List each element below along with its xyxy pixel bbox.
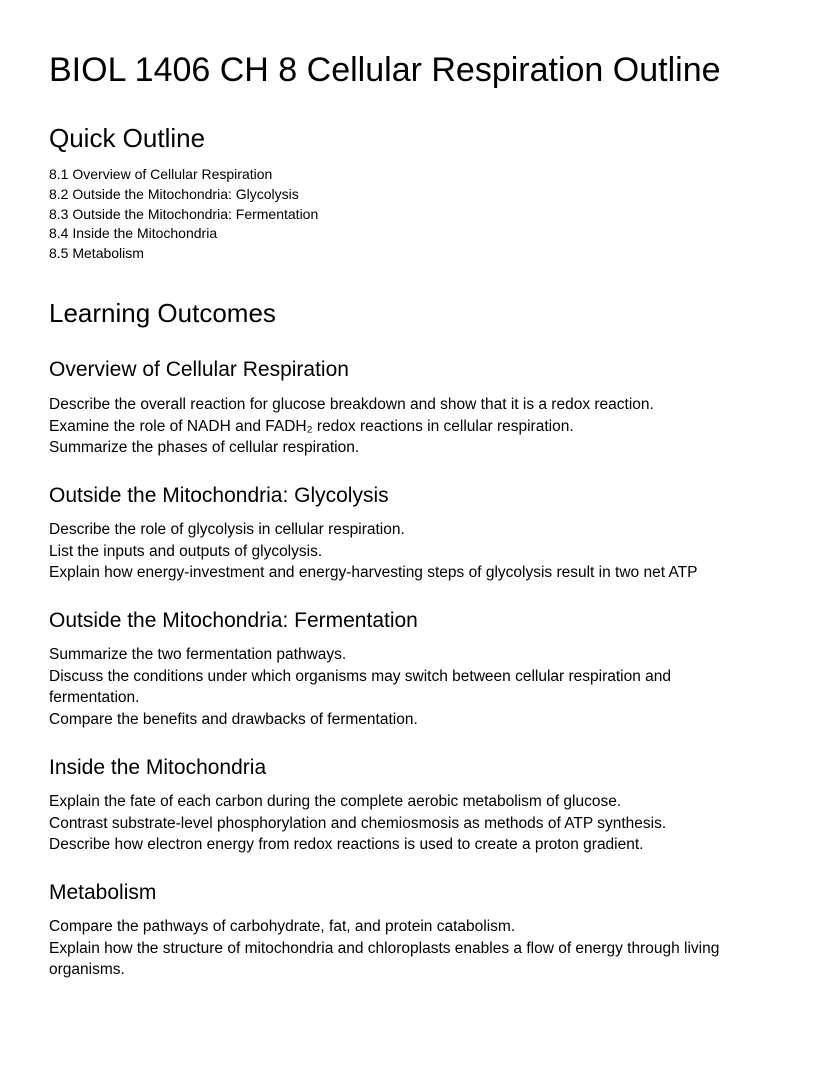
outline-item: 8.3 Outside the Mitochondria: Fermentation: [49, 205, 319, 222]
section-heading-glycolysis: Outside the Mitochondria: Glycolysis: [49, 484, 389, 507]
outline-item: 8.5 Metabolism: [49, 245, 144, 262]
outcome-item: List the inputs and outputs of glycolysis.: [49, 542, 323, 560]
outcome-item: Explain how the structure of mitochondria and chloroplasts enables a flow of energy through living organisms.: [49, 939, 720, 978]
outcome-item: Explain how energy-investment and energy-harvesting steps of glycolysis result in two net ATP: [49, 564, 698, 581]
section-outcomes-metabolism: [49, 916, 759, 981]
outcome-item: Compare the benefits and drawbacks of fermentation.: [49, 710, 418, 728]
learning-outcomes-heading: Learning Outcomes: [49, 298, 276, 328]
section-outcomes-glycolysis: [49, 519, 759, 584]
outline-item: 8.2 Outside the Mitochondria: Glycolysis: [49, 185, 299, 202]
quick-outline-list: [49, 165, 318, 264]
section-outcomes-fermentation: [49, 644, 759, 730]
section-heading-inside-mitochondria: Inside the Mitochondria: [49, 756, 267, 779]
section-heading-overview: Overview of Cellular Respiration: [49, 358, 349, 381]
outcome-item: Summarize the two fermentation pathways.: [49, 646, 347, 663]
outcome-item: Contrast substrate-level phosphorylation and chemiosmosis as methods of ATP synthesis.: [49, 814, 667, 832]
section-heading-metabolism: Metabolism: [49, 881, 157, 904]
outcome-item: Compare the pathways of carbohydrate, fat, and protein catabolism.: [49, 918, 516, 935]
outcome-item: Explain the fate of each carbon during the complete aerobic metabolism of glucose.: [49, 793, 622, 810]
document-title: BIOL 1406 CH 8 Cellular Respiration Outline: [49, 51, 721, 89]
outcome-item: Describe the role of glycolysis in cellular respiration.: [49, 521, 405, 538]
outcome-item: Summarize the phases of cellular respiration.: [49, 439, 360, 456]
outline-item: 8.4 Inside the Mitochondria: [49, 225, 218, 242]
quick-outline-heading: Quick Outline: [49, 123, 206, 153]
outcome-item: Discuss the conditions under which organisms may switch between cellular respiration and fermentation.: [49, 667, 672, 706]
outcome-item: Describe how electron energy from redox reactions is used to create a proton gradient.: [49, 836, 644, 853]
outcome-item: Examine the role of NADH and FADH₂ redox reactions in cellular respiration.: [49, 417, 574, 435]
section-heading-fermentation: Outside the Mitochondria: Fermentation: [49, 609, 418, 632]
section-outcomes-inside-mitochondria: [49, 791, 759, 856]
section-outcomes-overview: [49, 394, 759, 459]
outline-item: 8.1 Overview of Cellular Respiration: [49, 166, 273, 182]
outcome-item: Describe the overall reaction for glucose breakdown and show that it is a redox reaction.: [49, 396, 654, 413]
